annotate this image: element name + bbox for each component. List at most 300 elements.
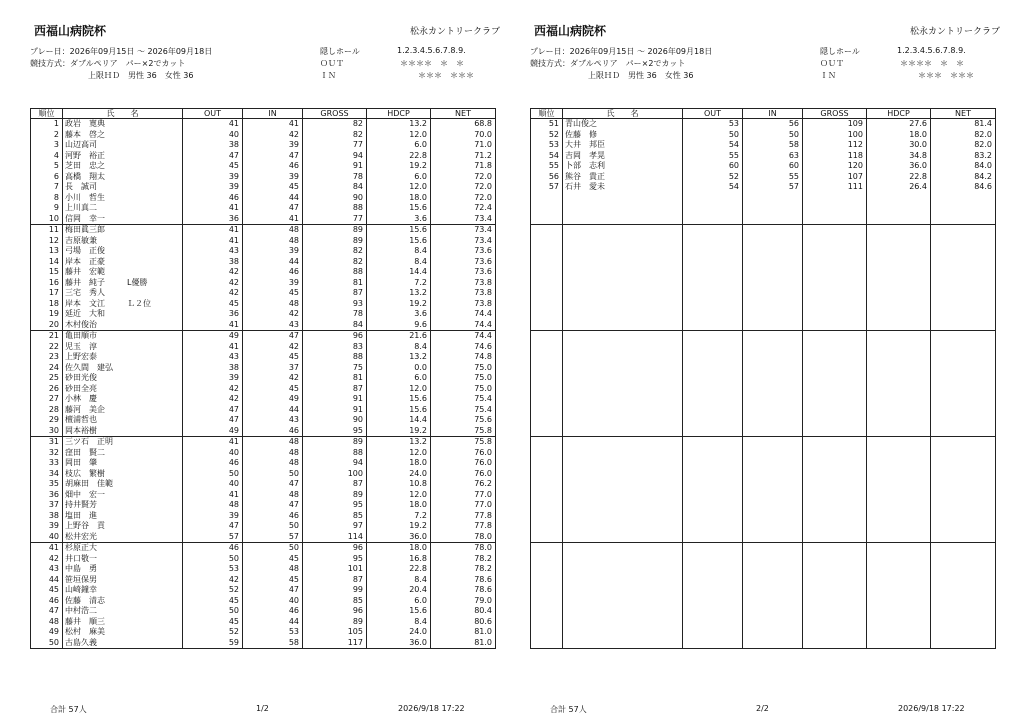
cell-rank [531,193,563,204]
cell-rank [531,532,563,543]
cell-in: 46 [243,511,303,522]
cell-in [743,331,803,342]
cell-rank: 53 [531,140,563,151]
cell-gross [803,479,867,490]
cell-gross: 120 [803,161,867,172]
table-row [31,617,496,628]
player-name: 砂田光俊 [65,373,97,382]
cell-gross: 87 [303,575,367,586]
cell-in: 48 [243,490,303,501]
cell-out: 42 [183,288,243,299]
cell-gross [803,617,867,628]
cell-name [563,479,683,490]
cell-hdcp: 8.4 [367,246,431,257]
cell-in: 45 [243,554,303,565]
print-timestamp: 2026/9/18 17:22 [398,704,465,713]
table-row [31,182,496,193]
cell-gross: 99 [303,585,367,596]
cell-net: 73.8 [431,299,496,310]
cell-net: 77.0 [431,500,496,511]
cell-out [683,585,743,596]
cell-net [931,193,996,204]
cell-net [931,415,996,426]
cell-hdcp: 8.4 [367,617,431,628]
cell-name [563,363,683,374]
cell-net [931,384,996,395]
empty-row [531,575,996,586]
cell-rank: 31 [31,437,63,448]
cell-name [563,320,683,331]
cell-rank [531,214,563,225]
table-row [31,214,496,225]
cell-name [563,500,683,511]
cell-name [563,469,683,480]
cell-name [63,363,183,374]
cell-hdcp: 8.4 [367,342,431,353]
cell-gross: 84 [303,182,367,193]
cell-rank: 51 [531,119,563,130]
cell-rank [531,500,563,511]
cell-in: 60 [743,161,803,172]
player-name: 山崎鐘幸 [65,585,97,594]
table-header [531,109,996,119]
cell-gross [803,331,867,342]
cell-hdcp [867,627,931,638]
cell-out: 47 [183,415,243,426]
cell-in [743,246,803,257]
cell-in [743,511,803,522]
cell-hdcp [867,543,931,554]
cell-gross: 85 [303,511,367,522]
cell-out: 42 [183,394,243,405]
cell-in: 39 [243,140,303,151]
cell-in [743,426,803,437]
table-row [31,309,496,320]
cell-hdcp: 18.0 [367,193,431,204]
cell-in [743,458,803,469]
cell-gross: 83 [303,342,367,353]
cell-out [683,521,743,532]
cell-in [743,638,803,649]
award-note: Ｌ２位 [127,298,151,308]
table-row [31,278,496,289]
player-name: 藤井 宏範 [65,267,105,276]
cell-hdcp [867,490,931,501]
cell-out [683,225,743,236]
cell-net [931,627,996,638]
cell-in [743,288,803,299]
cell-name [563,575,683,586]
cell-in: 45 [243,384,303,395]
cell-out: 43 [183,352,243,363]
cell-hdcp [867,606,931,617]
player-name: 藤河 美企 [65,404,105,414]
player-name: 佐藤 清志 [65,595,105,605]
cell-rank: 50 [31,638,63,649]
cell-gross: 82 [303,130,367,141]
cell-out: 45 [183,161,243,172]
table-row [31,405,496,416]
cell-net: 76.0 [431,448,496,459]
empty-row [531,532,996,543]
cell-in [743,373,803,384]
cell-out [683,596,743,607]
cell-out [683,575,743,586]
cell-gross: 88 [303,267,367,278]
cell-hdcp: 13.2 [367,119,431,130]
table-row [31,448,496,459]
cell-rank [531,490,563,501]
cell-in: 45 [243,575,303,586]
empty-row [531,299,996,310]
cell-out [683,309,743,320]
cell-out: 41 [183,236,243,247]
cell-out [683,617,743,628]
empty-row [531,236,996,247]
cell-rank [531,225,563,236]
cell-name [563,309,683,320]
cell-gross: 82 [303,257,367,268]
empty-row [531,564,996,575]
cell-name [563,257,683,268]
cell-rank: 11 [31,225,63,236]
cell-hdcp [867,225,931,236]
empty-row [531,193,996,204]
hidden-holes-label: 隠しホール [820,47,860,56]
cell-out: 42 [183,575,243,586]
cell-in: 44 [243,257,303,268]
cell-in: 48 [243,564,303,575]
cell-name [63,458,183,469]
cell-name [63,119,183,130]
cell-hdcp [867,267,931,278]
cell-rank: 34 [31,469,63,480]
cell-gross: 77 [303,140,367,151]
cell-in [743,267,803,278]
cell-in [743,405,803,416]
cell-in: 43 [243,320,303,331]
cell-net [931,246,996,257]
cell-in: 50 [243,543,303,554]
cell-gross: 82 [303,246,367,257]
cell-out [683,532,743,543]
cell-in [743,309,803,320]
cell-net: 84.6 [931,182,996,193]
cell-out: 50 [183,554,243,565]
cell-hdcp [867,384,931,395]
cell-out: 52 [183,585,243,596]
empty-row [531,469,996,480]
cell-in: 41 [243,214,303,225]
cell-rank [531,554,563,565]
table-row [31,384,496,395]
cell-hdcp: 16.8 [367,554,431,565]
table-row [31,299,496,310]
cell-gross: 100 [803,130,867,141]
cell-in: 45 [243,182,303,193]
cell-out [683,288,743,299]
empty-row [531,437,996,448]
cell-rank: 46 [31,596,63,607]
table-row [31,543,496,554]
cell-hdcp [867,585,931,596]
col-in: IN [243,109,303,119]
cell-gross: 95 [303,426,367,437]
cell-name [63,257,183,268]
cell-gross [803,627,867,638]
cell-hdcp [867,193,931,204]
cell-hdcp: 36.0 [867,161,931,172]
cell-name [563,278,683,289]
cell-net: 80.4 [431,606,496,617]
cell-out [683,267,743,278]
table-row [31,331,496,342]
cell-name [63,140,183,151]
cell-in: 56 [743,119,803,130]
col-in: IN [743,109,803,119]
play-date: プレー日：2026年09月15日 ～ 2026年09月18日 [30,47,213,56]
cell-name [63,500,183,511]
cell-name [563,140,683,151]
cell-net: 75.8 [431,437,496,448]
cell-hdcp [867,236,931,247]
cell-in: 50 [743,130,803,141]
out-hidden-holes: ＊＊＊＊ ＊ ＊ [400,59,464,68]
competition-format: 競技方式：ダブルペリア パー×2でカット [30,59,186,68]
cell-net: 75.0 [431,363,496,374]
cell-in [743,575,803,586]
cell-in [743,521,803,532]
cell-out: 41 [183,203,243,214]
cell-net [931,257,996,268]
col-hdcp: HDCP [367,109,431,119]
cell-name [563,203,683,214]
cell-name [563,288,683,299]
cell-out: 39 [183,182,243,193]
cell-name [563,405,683,416]
cell-hdcp: 19.2 [367,521,431,532]
cell-in: 57 [743,182,803,193]
table-row [31,267,496,278]
cell-rank: 3 [31,140,63,151]
cell-gross: 84 [303,320,367,331]
cell-out [683,331,743,342]
col-gross: GROSS [303,109,367,119]
cell-rank [531,469,563,480]
cell-name [563,448,683,459]
handicap-limit: 上限ＨＤ 男性 36 女性 36 [588,71,694,80]
cell-out [683,299,743,310]
cell-in: 45 [243,288,303,299]
cell-rank: 5 [31,161,63,172]
cell-rank: 45 [31,585,63,596]
cell-net: 77.0 [431,490,496,501]
cell-name [63,437,183,448]
cell-name [563,415,683,426]
cell-out: 42 [183,267,243,278]
cell-hdcp: 7.2 [367,278,431,289]
cell-net: 73.4 [431,236,496,247]
cell-in: 37 [243,363,303,374]
cell-in: 42 [243,373,303,384]
cell-out: 41 [183,225,243,236]
cell-out [683,278,743,289]
cell-name [63,288,183,299]
cell-hdcp [867,363,931,374]
empty-row [531,203,996,214]
table-row [31,342,496,353]
cell-net: 81.4 [931,119,996,130]
empty-row [531,373,996,384]
player-name: 山辺高司 [65,140,97,149]
cell-out: 46 [183,193,243,204]
cell-net [931,564,996,575]
cell-rank: 17 [31,288,63,299]
cell-gross: 90 [303,415,367,426]
cell-rank [531,331,563,342]
cell-name [63,448,183,459]
cell-rank: 18 [31,299,63,310]
cell-net: 78.2 [431,554,496,565]
empty-row [531,246,996,257]
cell-rank [531,278,563,289]
cell-gross: 96 [303,543,367,554]
cell-gross [803,373,867,384]
player-name: 畑中 宏一 [65,489,105,499]
cell-out: 41 [183,437,243,448]
player-name: 高橋 翔太 [65,171,105,181]
table-row [31,458,496,469]
table-row [31,469,496,480]
cell-gross: 89 [303,437,367,448]
table-row [31,437,496,448]
handicap-limit: 上限ＨＤ 男性 36 女性 36 [88,71,194,80]
cell-rank: 25 [31,373,63,384]
cell-hdcp: 12.0 [367,448,431,459]
cell-in [743,214,803,225]
player-name: 政岩 寛典 [65,119,105,128]
cell-gross [803,490,867,501]
cell-in [743,320,803,331]
cell-name [563,331,683,342]
cell-in [743,479,803,490]
cell-hdcp [867,437,931,448]
cell-gross: 89 [303,490,367,501]
cell-rank: 12 [31,236,63,247]
competition-format: 競技方式：ダブルペリア パー×2でカット [530,59,686,68]
cell-net [931,500,996,511]
table-row [531,172,996,183]
cell-hdcp [867,511,931,522]
cell-name [63,575,183,586]
cell-rank: 8 [31,193,63,204]
cell-out: 50 [183,606,243,617]
cell-hdcp [867,331,931,342]
cell-gross: 101 [303,564,367,575]
cell-rank [531,543,563,554]
cell-net: 68.8 [431,119,496,130]
cell-out [683,564,743,575]
cell-gross: 95 [303,500,367,511]
cell-hdcp: 19.2 [367,299,431,310]
cell-net: 73.6 [431,267,496,278]
cell-rank: 29 [31,415,63,426]
cell-hdcp: 7.2 [367,511,431,522]
cell-gross [803,448,867,459]
out-label: ＯＵＴ [320,59,344,68]
cell-hdcp: 12.0 [367,490,431,501]
table-row [31,426,496,437]
player-name: 中村浩二 [65,606,97,615]
empty-row [531,543,996,554]
cell-out [683,458,743,469]
cell-name [563,490,683,501]
cell-hdcp [867,638,931,649]
cell-gross [803,458,867,469]
cell-hdcp: 13.2 [367,288,431,299]
cell-hdcp: 18.0 [867,130,931,141]
cell-net [931,469,996,480]
cell-hdcp: 12.0 [367,384,431,395]
empty-row [531,394,996,405]
cell-rank [531,426,563,437]
cell-name [63,267,183,278]
cell-rank: 38 [31,511,63,522]
empty-row [531,288,996,299]
cell-in [743,342,803,353]
cell-gross [803,267,867,278]
cell-name [563,182,683,193]
player-name: 青山俊之 [565,119,597,128]
cell-name [563,585,683,596]
cell-name [563,437,683,448]
cell-name [63,596,183,607]
cell-rank [531,267,563,278]
cell-gross [803,288,867,299]
cell-rank [531,596,563,607]
cell-net: 70.0 [431,130,496,141]
cell-gross [803,394,867,405]
cell-rank: 42 [31,554,63,565]
cell-hdcp [867,320,931,331]
cell-in: 63 [743,151,803,162]
cell-gross: 117 [303,638,367,649]
cell-net: 78.6 [431,585,496,596]
cell-rank: 56 [531,172,563,183]
cell-net [931,236,996,247]
cell-net: 76.0 [431,469,496,480]
cell-name [563,617,683,628]
cell-rank: 36 [31,490,63,501]
cell-name [563,564,683,575]
cell-hdcp [867,257,931,268]
cell-gross: 94 [303,458,367,469]
empty-row [531,225,996,236]
cell-out [683,638,743,649]
cell-rank [531,627,563,638]
cell-rank [531,246,563,257]
player-total: 合計 57人 [550,705,587,714]
cell-out [683,257,743,268]
cell-in: 47 [243,331,303,342]
empty-row [531,320,996,331]
player-name: 中島 勇 [65,564,97,573]
cell-in [743,394,803,405]
cell-out: 53 [183,564,243,575]
cell-gross: 114 [303,532,367,543]
cell-out [683,394,743,405]
cell-net [931,203,996,214]
